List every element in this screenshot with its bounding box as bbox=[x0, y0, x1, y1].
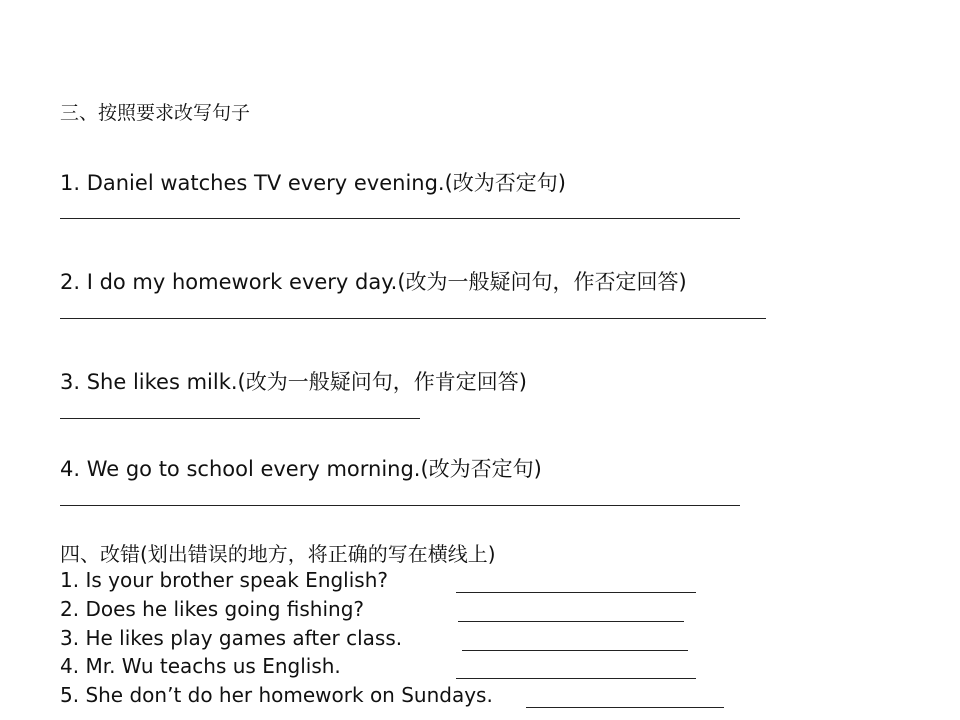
correction-item-3: 3. He likes play games after class. bbox=[60, 626, 403, 650]
correction-item-2: 2. Does he likes going fishing? bbox=[60, 597, 365, 621]
answer-line-4[interactable] bbox=[60, 505, 740, 506]
correction-blank-1[interactable] bbox=[456, 592, 696, 593]
correction-item-4: 4. Mr. Wu teachs us English. bbox=[60, 654, 341, 678]
question-3: 3. She likes milk.(改为一般疑问句，作肯定回答) bbox=[60, 370, 527, 394]
question-1: 1. Daniel watches TV every evening.(改为否定句) bbox=[60, 171, 566, 195]
correction-blank-5[interactable] bbox=[526, 707, 724, 708]
correction-blank-2[interactable] bbox=[458, 621, 684, 622]
answer-line-1[interactable] bbox=[60, 218, 740, 219]
correction-blank-4[interactable] bbox=[456, 678, 696, 679]
section-3-title: 三、按照要求改写句子 bbox=[60, 102, 251, 124]
answer-line-2[interactable] bbox=[60, 318, 766, 319]
question-4: 4. We go to school every morning.(改为否定句) bbox=[60, 457, 542, 481]
correction-item-5: 5. She don’t do her homework on Sundays. bbox=[60, 683, 493, 707]
question-2: 2. I do my homework every day.(改为一般疑问句，作否定回答) bbox=[60, 270, 687, 294]
section-4-title: 四、改错(划出错误的地方，将正确的写在横线上) bbox=[60, 542, 496, 566]
correction-item-1: 1. Is your brother speak English? bbox=[60, 568, 389, 592]
answer-line-3[interactable] bbox=[60, 418, 420, 419]
correction-blank-3[interactable] bbox=[462, 650, 688, 651]
